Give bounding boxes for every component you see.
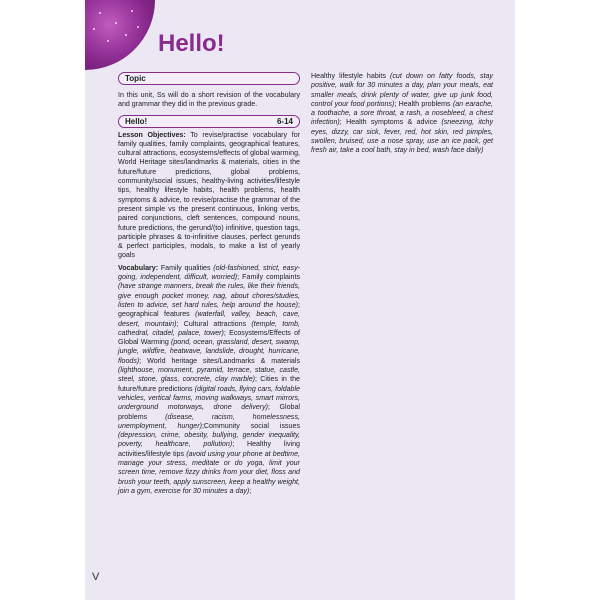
vocabulary: [118, 264, 300, 496]
vocab-part: ; Ecosystems/Effects of Global Warming: [118, 328, 300, 347]
vocab-part: (digital roads, flying cars, foldable vehicles, vertical farms, moving walkways, smart mirrors, underground motorways, drone delivery): [118, 384, 301, 412]
page-title: Hello!: [158, 30, 225, 57]
vocab-part: (depression, crime, obesity, bullying, gender inequality, poverty, healthcare, pollution): [118, 431, 300, 449]
objectives-text: To revise/practise vocabulary for family qualities, family complaints, geographical features, cultural attractions, ecosystems/effects of global warming, World Heritage sites/landmarks & materials, cities in the future/future predictions, global problems, community/social issues, healthy-living activities/lifestyle tips, healthy lifestyle habits, health problems, health symptoms & advice, to revise/practise the grammar of the present simple vs the present continuous, linking verbs, paired conjunctions, cleft sentences, compound nouns, future predictions, the gerund/(to) infinitive, question tags, participle phrases & to-infinitive clauses, perfect gerunds & perfect participles, modals, to make a list of yearly goals: [118, 130, 300, 260]
objectives-label: Lesson Objectives:: [118, 130, 186, 139]
right-column: [311, 72, 493, 156]
vocabulary-text: [118, 264, 300, 495]
right-part: Healthy lifestyle habits: [311, 72, 390, 80]
vocab-part: (pond, ocean, grassland, desert, swamp, jungle, wildfire, heatwave, landslide, drought, hurricane, floods): [118, 338, 301, 365]
vocabulary-label: Vocabulary:: [118, 263, 159, 272]
vocab-part: (waterfall, valley, beach, cave, desert, mountain): [118, 310, 300, 328]
right-part: (sneezing, itchy eyes, dizzy, car sick, fever, red, hot skin, red pimples, swollen, bruised, use a nose spray, use an ice pack, get fresh air, take a cool bath, stay in bed, wash face daily): [311, 118, 493, 155]
vocab-part: (old-fashioned, strict, easy-going, independent, difficult, worried): [118, 263, 300, 282]
section-label: Hello!: [125, 116, 148, 126]
vocab-part: Family qualities: [158, 263, 214, 272]
vocab-part: ; Global problems: [118, 403, 300, 421]
right-part: ; Health problems: [394, 99, 453, 108]
vocab-part: ; geographical features: [118, 300, 300, 319]
section-header: [118, 115, 300, 128]
vocab-part: (avoid using your phone at bedtime, manage your stress, meditate or do yoga, limit your screen time, remove fizzy drinks from your diet, floss and brush your teeth, apply sunscreen, keep a healthy weight, join a gym, exercise for 30 minutes a day): [118, 449, 300, 495]
right-part: (cut down on fatty foods, stay positive, walk for 30 minutes a day, plan your meals, eat smaller meals, drink plenty of water, give up junk food, control your food portions): [311, 72, 493, 108]
vocab-part: ;: [249, 486, 252, 495]
right-vocabulary: [311, 72, 493, 156]
right-part: (an earache, a toothache, a sore throat, a rash, a nosebleed, a chest infection): [311, 99, 493, 127]
vocab-part: ;Community social issues: [201, 421, 300, 430]
vocab-part: ; Healthy living activities/lifestyle tips: [118, 440, 300, 458]
topic-header: [118, 72, 300, 85]
section-pages: 6-14: [276, 116, 293, 126]
page-number: V: [92, 571, 100, 583]
vocab-part: ; Family complaints: [237, 273, 300, 282]
vocab-part: (disease, racism, homelessness, unemployment, hunger): [118, 412, 300, 430]
topic-label: Topic: [125, 74, 146, 83]
topic-text: In this unit, Ss will do a short revision of the vocabulary and grammar they did in the previous grade.: [118, 91, 300, 109]
vocab-part: (temple, tomb, cathedral, citadel, palace, tower): [118, 319, 300, 337]
lesson-objectives: [118, 131, 300, 261]
right-part: ; Health symptoms & advice: [339, 118, 442, 127]
vocab-part: ; Cultural attractions: [176, 319, 252, 328]
vocab-part: ; World heritage sites/Landmarks & materials: [139, 356, 300, 365]
right-vocabulary-text: [311, 72, 493, 154]
vocab-part: (lighthouse, monument, pyramid, terrace, statue, castle, steel, stone, glass, concrete, clay marble): [118, 366, 300, 384]
left-column: [118, 72, 300, 496]
vocab-part: (have strange manners, break the rules, like their friends, give enough pocket money, nag, about chores/studies, listen to advice, set hard rules, help around the house): [118, 282, 300, 309]
vocab-part: ; Cities in the future/future predictions: [118, 375, 300, 393]
